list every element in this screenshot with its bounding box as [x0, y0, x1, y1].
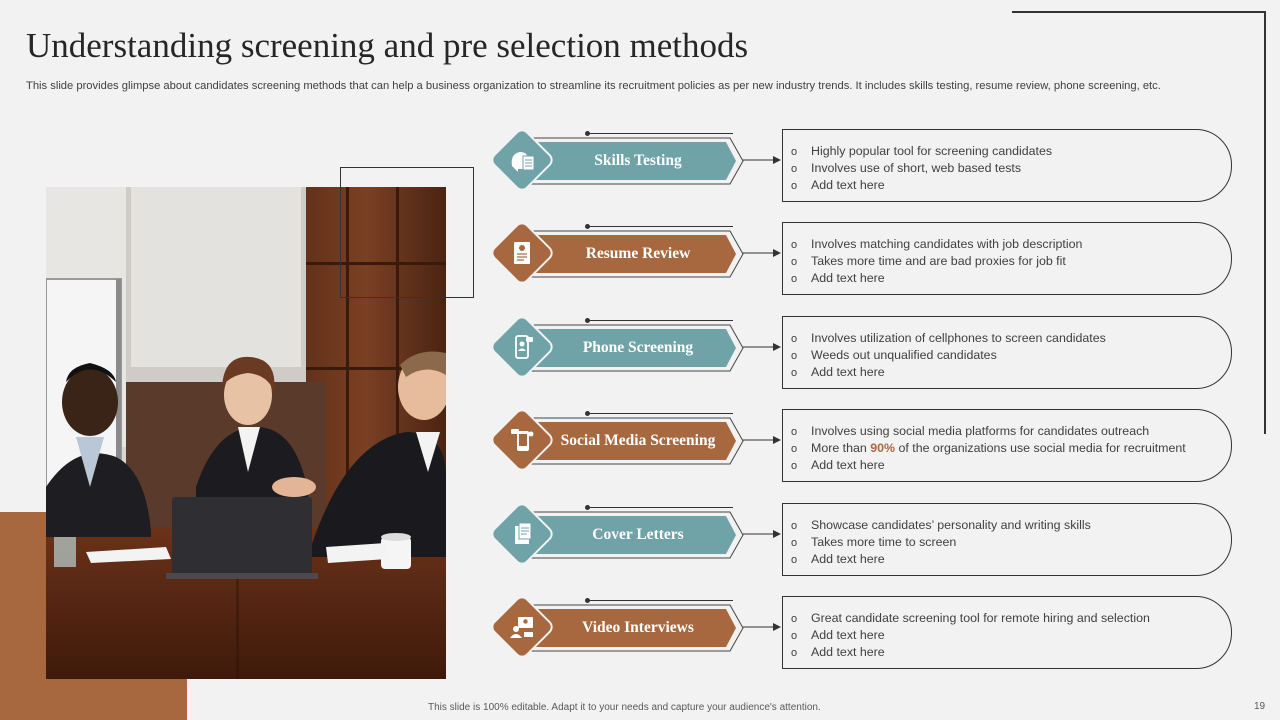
- method-label: Resume Review: [585, 245, 691, 262]
- method-label: Video Interviews: [582, 619, 694, 636]
- method-label: Skills Testing: [594, 152, 682, 169]
- bullet-item: o Showcase candidates’ personality and writing skills: [791, 518, 1091, 532]
- bullet-item: o Add text here: [791, 365, 885, 379]
- method-description-box: [782, 316, 1232, 389]
- arrow-right-icon: [743, 529, 781, 539]
- bullet-item: o Takes more time to screen: [791, 535, 957, 549]
- method-description-box: [782, 596, 1232, 669]
- method-row-skills-testing: [494, 129, 1234, 207]
- method-description-box: [782, 222, 1232, 295]
- bullet-item: o Involves use of short, web based tests: [791, 161, 1022, 175]
- bullet-item: o Highly popular tool for screening candidates: [791, 144, 1053, 158]
- bullet-item: o Add text here: [791, 628, 885, 642]
- method-row-video-interviews: [494, 596, 1234, 674]
- corner-decoration-top: [1012, 11, 1266, 13]
- connector-line: [587, 600, 733, 601]
- method-description-box: [782, 409, 1232, 482]
- decorative-outline-frame: [340, 167, 474, 298]
- connector-line: [587, 507, 733, 508]
- bullet-item: o Involves using social media platforms for candidates outreach: [791, 424, 1150, 438]
- page-number: 19: [1254, 701, 1266, 712]
- method-description-box: [782, 129, 1232, 202]
- corner-decoration-right: [1264, 11, 1266, 434]
- method-label: Social Media Screening: [560, 432, 716, 449]
- bullet-item: o Takes more time and are bad proxies for job fit: [791, 254, 1066, 268]
- bullet-item: o Add text here: [791, 271, 885, 285]
- arrow-right-icon: [743, 155, 781, 165]
- method-row-phone-screening: [494, 316, 1234, 394]
- bullet-item: o Add text here: [791, 178, 885, 192]
- bullet-item: o Weeds out unqualified candidates: [791, 348, 997, 362]
- highlight-percentage: 90%: [870, 441, 896, 455]
- method-row-cover-letters: [494, 503, 1234, 581]
- arrow-right-icon: [743, 342, 781, 352]
- bullet-item: o Add text here: [791, 645, 885, 659]
- method-row-resume-review: [494, 222, 1234, 300]
- bullet-item: o Involves matching candidates with job description: [791, 237, 1083, 251]
- page-subtitle: This slide provides glimpse about candidates screening methods that can help a business organization to streamline its recruitment policies as per new industry trends. It includes skills testing, resume review, phone screening, etc.: [26, 80, 1161, 92]
- connector-line: [587, 133, 733, 134]
- bullet-item: o Great candidate screening tool for remote hiring and selection: [791, 611, 1150, 625]
- connector-line: [587, 320, 733, 321]
- method-label: Phone Screening: [582, 339, 694, 356]
- bullet-item: o Involves utilization of cellphones to screen candidates: [791, 331, 1106, 345]
- connector-line: [587, 413, 733, 414]
- bullet-item: o Add text here: [791, 552, 885, 566]
- page-title: Understanding screening and pre selection methods: [26, 26, 749, 65]
- method-description-box: [782, 503, 1232, 576]
- bullet-item: o More than 90% of the organizations use social media for recruitment: [791, 441, 1186, 455]
- footer-note: This slide is 100% editable. Adapt it to your needs and capture your audience's attention.: [428, 702, 821, 713]
- method-label: Cover Letters: [592, 526, 684, 543]
- arrow-right-icon: [743, 622, 781, 632]
- arrow-right-icon: [743, 248, 781, 258]
- arrow-right-icon: [743, 435, 781, 445]
- connector-line: [587, 226, 733, 227]
- method-row-social-media-screening: [494, 409, 1234, 487]
- bullet-item: o Add text here: [791, 458, 885, 472]
